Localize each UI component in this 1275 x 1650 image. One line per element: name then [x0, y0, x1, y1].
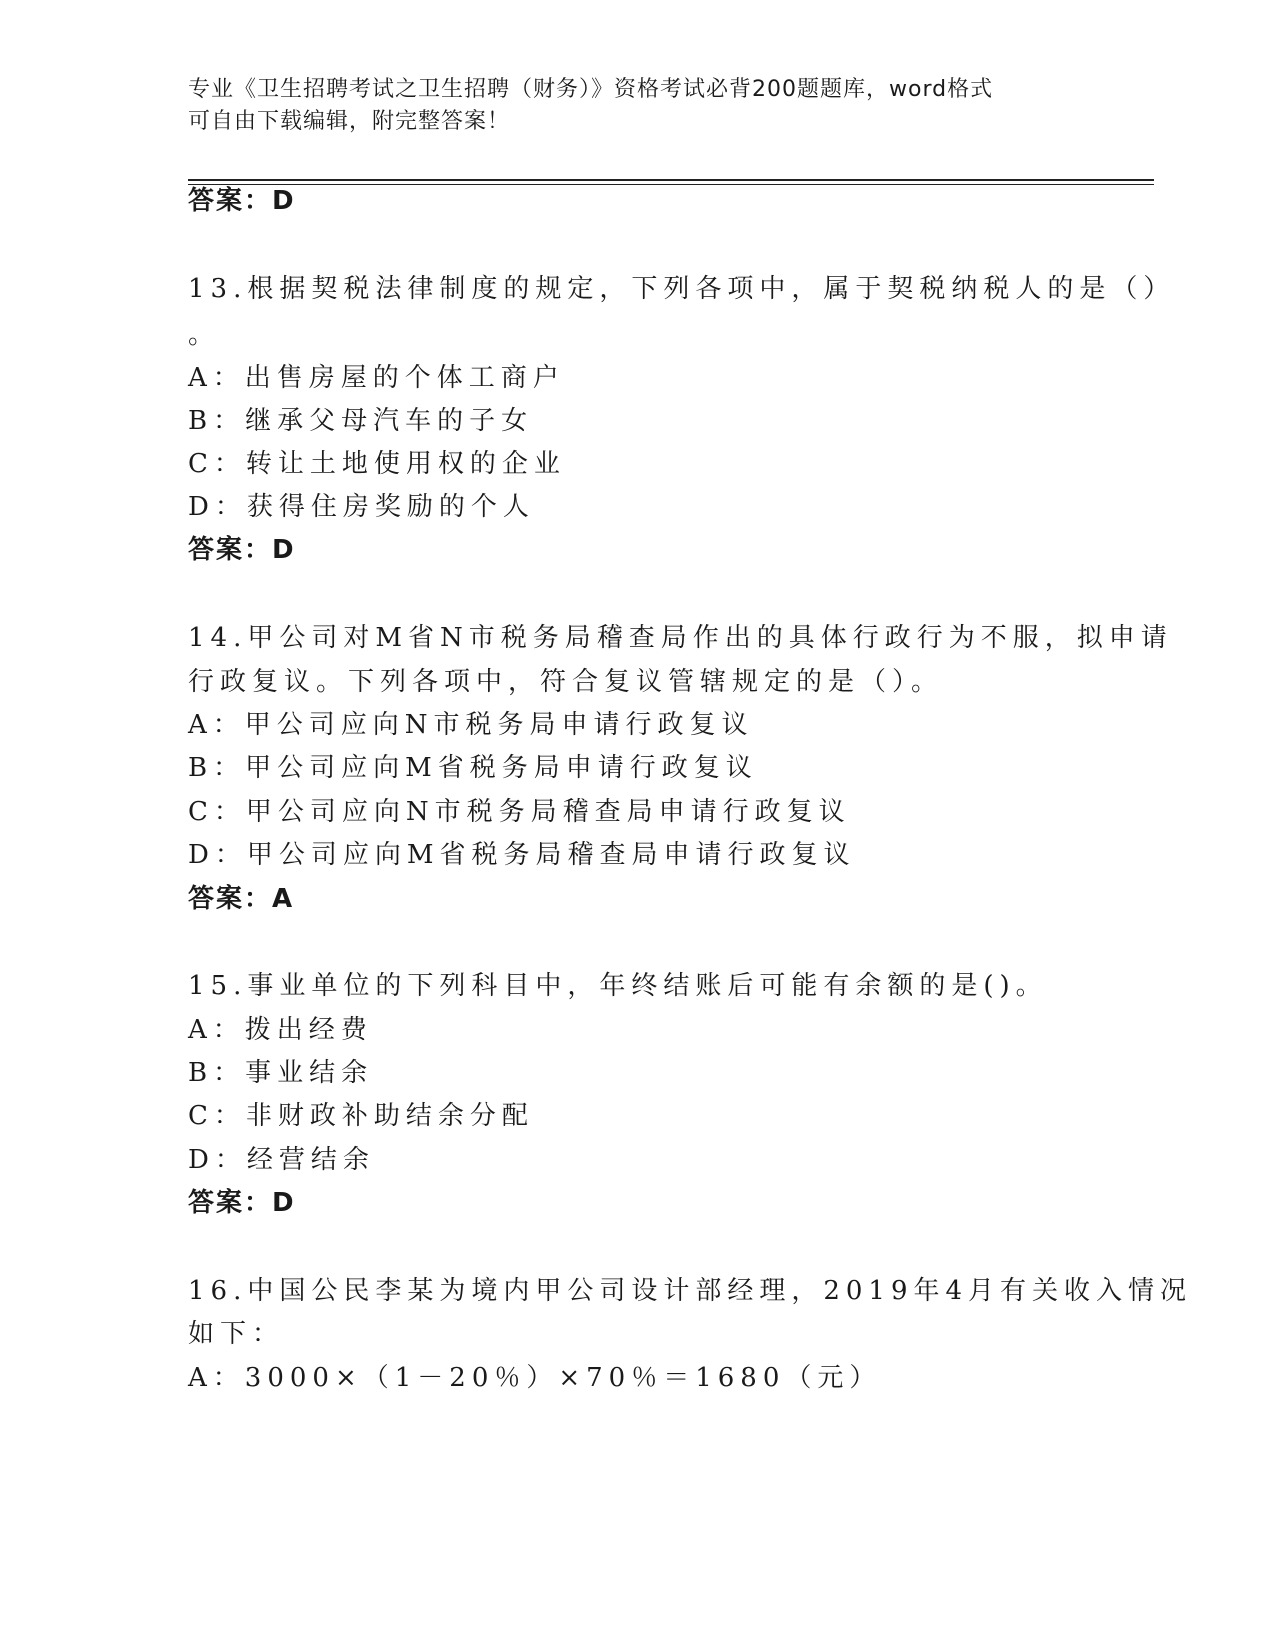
q15-option-c: C：非财政补助结余分配: [188, 1101, 534, 1131]
q15-answer: 答案：D: [188, 1188, 296, 1218]
header-line-2: 可自由下载编辑，附完整答案！: [188, 109, 511, 134]
q14-stem-line-1: 14.甲公司对M省N市税务局稽查局作出的具体行政行为不服，拟申请: [188, 623, 1173, 653]
q13-option-a: A：出售房屋的个体工商户: [188, 363, 565, 393]
q14-option-b: B：甲公司应向M省税务局申请行政复议: [188, 753, 758, 783]
q13-stem-line-2: 。: [188, 320, 221, 350]
q15-option-a: A：拨出经费: [188, 1015, 373, 1045]
previous-answer: 答案：D: [188, 186, 296, 216]
q16-stem-line-1: 16.中国公民李某为境内甲公司设计部经理，2019年4月有关收入情况: [188, 1276, 1193, 1306]
document-header: [188, 74, 1088, 138]
q15-option-b: B：事业结余: [188, 1058, 374, 1088]
q15-stem-line-1: 15.事业单位的下列科目中，年终结账后可能有余额的是()。: [188, 971, 1048, 1001]
header-line-1: 专业《卫生招聘考试之卫生招聘（财务）》资格考试必背200题题库，word格式: [188, 77, 994, 102]
q16-stem-line-2: 如下：: [188, 1319, 285, 1349]
q14-stem-line-2: 行政复议。下列各项中，符合复议管辖规定的是（）。: [188, 667, 944, 697]
q14-option-d: D：甲公司应向M省税务局稽查局申请行政复议: [188, 840, 856, 870]
q14-answer: 答案：A: [188, 884, 295, 914]
q14-option-a: A：甲公司应向N市税务局申请行政复议: [188, 710, 754, 740]
q13-answer: 答案：D: [188, 535, 296, 565]
q13-option-c: C：转让土地使用权的企业: [188, 449, 566, 479]
q16-option-a: A：3000×（1－20％）×70％＝1680（元）: [188, 1363, 882, 1393]
q13-option-d: D：获得住房奖励的个人: [188, 492, 535, 522]
q14-option-c: C：甲公司应向N市税务局稽查局申请行政复议: [188, 797, 851, 827]
q13-stem-line-1: 13.根据契税法律制度的规定，下列各项中，属于契税纳税人的是（）: [188, 274, 1176, 304]
header-divider: [188, 179, 1154, 181]
header-divider-thin: [188, 184, 1154, 185]
q15-option-d: D：经营结余: [188, 1145, 375, 1175]
q13-option-b: B：继承父母汽车的子女: [188, 406, 534, 436]
